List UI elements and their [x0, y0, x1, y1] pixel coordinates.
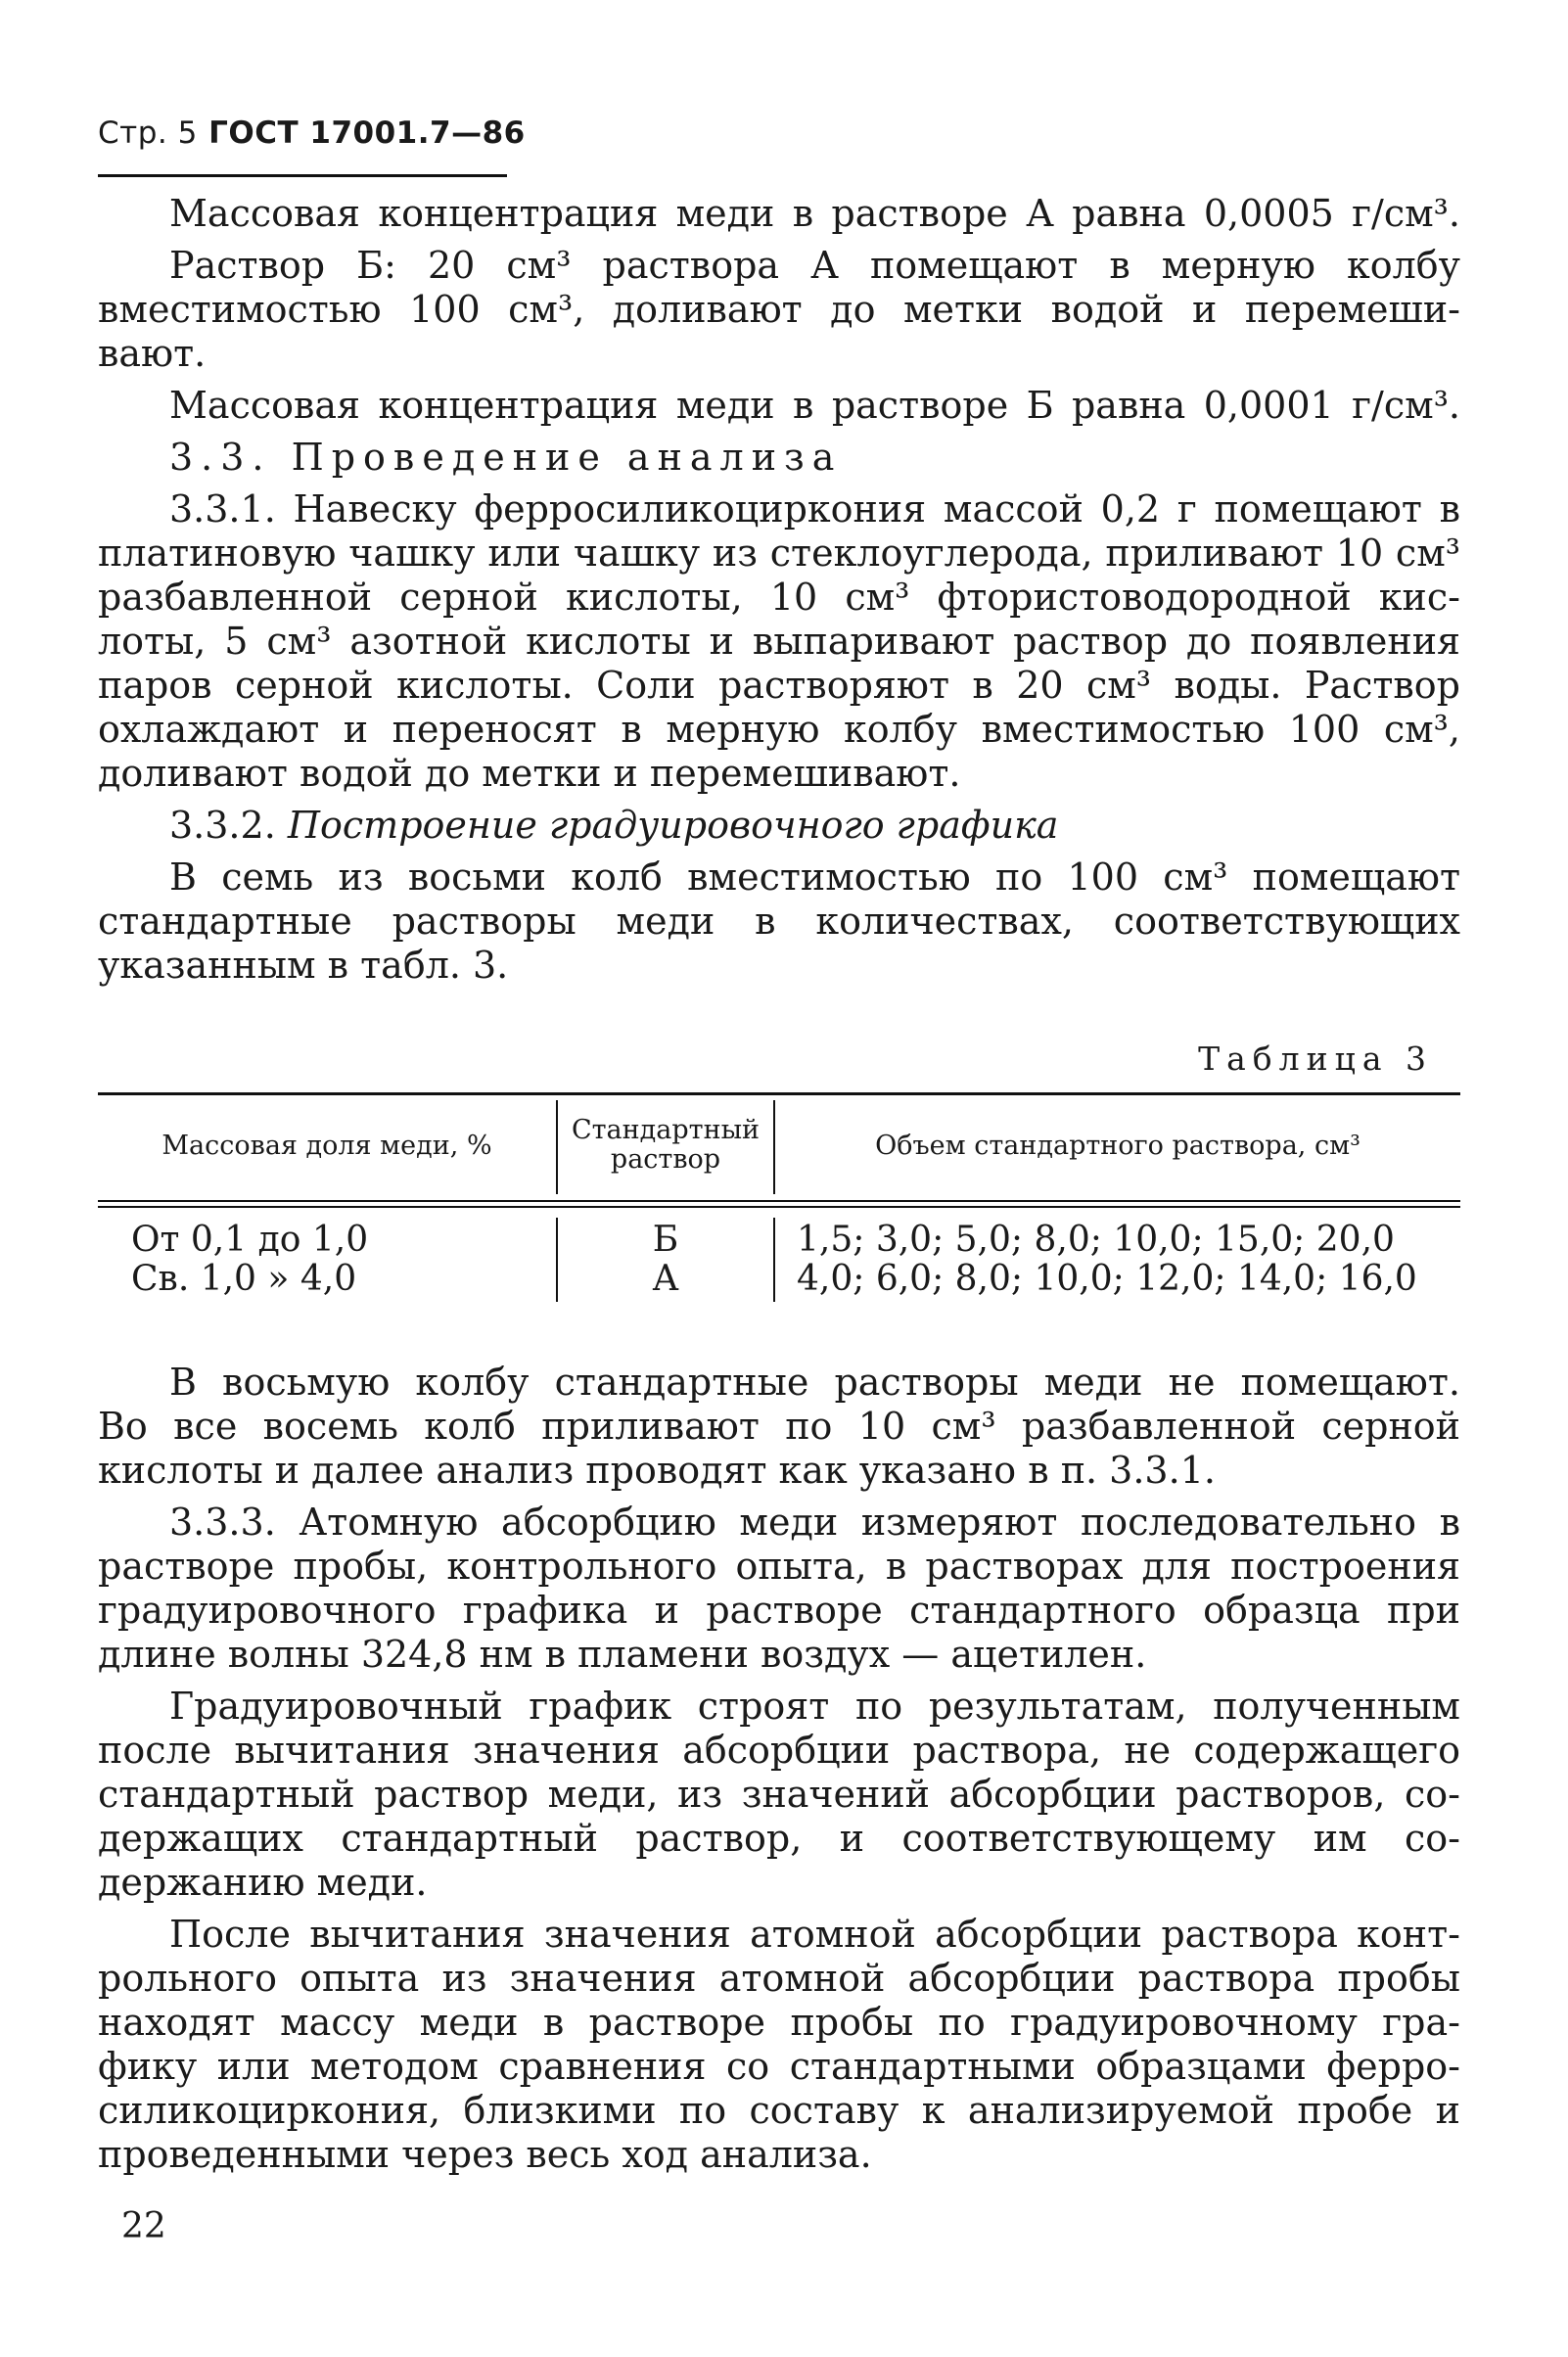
cell-solution: Б — [652, 1220, 679, 1260]
paragraph-line: охлаждают и переносят в мерную колбу вместимостью 100 см³, — [98, 708, 1460, 751]
header-standard-solution-line1: Стандартный — [571, 1115, 761, 1145]
paragraph-line: Массовая концентрация меди в растворе Б равна 0,0001 г/см³. — [169, 384, 1460, 427]
paragraph-line: кислоты и далее анализ проводят как указано в п. 3.3.1. — [98, 1449, 1216, 1492]
cell-volumes: 1,5; 3,0; 5,0; 8,0; 10,0; 15,0; 20,0 — [797, 1220, 1395, 1260]
table-header-rule — [98, 1206, 1460, 1208]
page-number: 22 — [121, 2206, 166, 2246]
paragraph-line: В семь из восьми колб вместимостью по 100 см³ помещают — [169, 855, 1460, 899]
table-divider — [773, 1218, 775, 1302]
header-mass-fraction: Массовая доля меди, % — [161, 1131, 492, 1161]
subsection-title: Построение градуировочного графика — [287, 804, 1059, 847]
data-table — [98, 1092, 1460, 1310]
paragraph-line: стандартные растворы меди в количествах, соответствующих — [98, 900, 1460, 943]
paragraph-line: длине волны 324,8 нм в пламени воздух — ацетилен. — [98, 1633, 1147, 1676]
paragraph-line: после вычитания значения абсорбции раствора, не содержащего — [98, 1729, 1460, 1772]
page-header — [98, 116, 526, 151]
paragraph-line: силикоциркония, близкими по составу к анализируемой пробе и — [98, 2089, 1460, 2132]
paragraph-line: доливают водой до метки и перемешивают. — [98, 752, 961, 795]
paragraph-line: градуировочного графика и растворе стандартного образца при — [98, 1589, 1460, 1632]
cell-solution: А — [652, 1259, 679, 1299]
paragraph-line: вают. — [98, 332, 207, 375]
paragraph-line: Градуировочный график строят по результатам, полученным — [169, 1685, 1460, 1728]
paragraph-line: После вычитания значения атомной абсорбции раствора конт- — [169, 1913, 1460, 1956]
section-heading: 3.3. Проведение анализа — [169, 436, 843, 479]
header-standard-solution — [558, 1116, 773, 1175]
paragraph-line: рольного опыта из значения атомной абсорбции раствора пробы — [98, 1957, 1460, 2000]
paragraph-line: растворе пробы, контрольного опыта, в растворах для построения — [98, 1545, 1460, 1588]
cell-range: Св. 1,0 » 4,0 — [131, 1259, 357, 1299]
header-page-prefix: Стр. 5 — [98, 116, 198, 151]
paragraph-line: 3.3.3. Атомную абсорбцию меди измеряют последовательно в — [169, 1501, 1460, 1544]
table-header-rule — [98, 1200, 1460, 1202]
paragraph-line: находят массу меди в растворе пробы по градуировочному гра- — [98, 2001, 1460, 2044]
paragraph-line: Раствор Б: 20 см³ раствора А помещают в мерную колбу — [169, 244, 1460, 287]
paragraph-line: держанию меди. — [98, 1861, 428, 1904]
paragraph-line: указанным в табл. 3. — [98, 944, 509, 987]
cell-volumes: 4,0; 6,0; 8,0; 10,0; 12,0; 14,0; 16,0 — [797, 1259, 1417, 1299]
paragraph-line: 3.3.1. Навеску ферросиликоциркония массой 0,2 г помещают в — [169, 487, 1460, 531]
paragraph-line: держащих стандартный раствор, и соответствующему им со- — [98, 1817, 1460, 1860]
header-standard-solution-line2: раствор — [610, 1144, 721, 1175]
paragraph-line: лоты, 5 см³ азотной кислоты и выпаривают раствор до появления — [98, 620, 1460, 663]
paragraph-line: паров серной кислоты. Соли растворяют в 20 см³ воды. Раствор — [98, 664, 1460, 707]
header-volume: Объем стандартного раствора, см³ — [875, 1131, 1360, 1161]
paragraph-line: проведенными через весь ход анализа. — [98, 2133, 872, 2176]
header-rule — [98, 174, 507, 177]
paragraph-line: платиновую чашку или чашку из стеклоуглерода, приливают 10 см³ — [98, 531, 1460, 575]
paragraph-line: разбавленной серной кислоты, 10 см³ фтористоводородной кис- — [98, 576, 1460, 619]
paragraph-line: Массовая концентрация меди в растворе А равна 0,0005 г/см³. — [169, 192, 1460, 235]
table-top-rule — [98, 1092, 1460, 1095]
paragraph-line: фику или методом сравнения со стандартными образцами ферро- — [98, 2045, 1460, 2088]
header-standard-title: ГОСТ 17001.7—86 — [208, 116, 526, 151]
text-block-bottom — [98, 1361, 1460, 2177]
text-block-top — [98, 192, 1460, 988]
paragraph-line: стандартный раствор меди, из значений абсорбции растворов, со- — [98, 1773, 1460, 1816]
subsection-number: 3.3.2. — [169, 804, 276, 847]
paragraph-line: В восьмую колбу стандартные растворы меди не помещают. — [169, 1361, 1460, 1404]
paragraph-line: Во все восемь колб приливают по 10 см³ разбавленной серной — [98, 1405, 1460, 1448]
paragraph-line: вместимостью 100 см³, доливают до метки водой и перемеши- — [98, 288, 1460, 331]
cell-range: От 0,1 до 1,0 — [131, 1220, 369, 1260]
subsection-heading — [98, 804, 1460, 848]
table-caption: Таблица 3 — [1198, 1040, 1433, 1078]
